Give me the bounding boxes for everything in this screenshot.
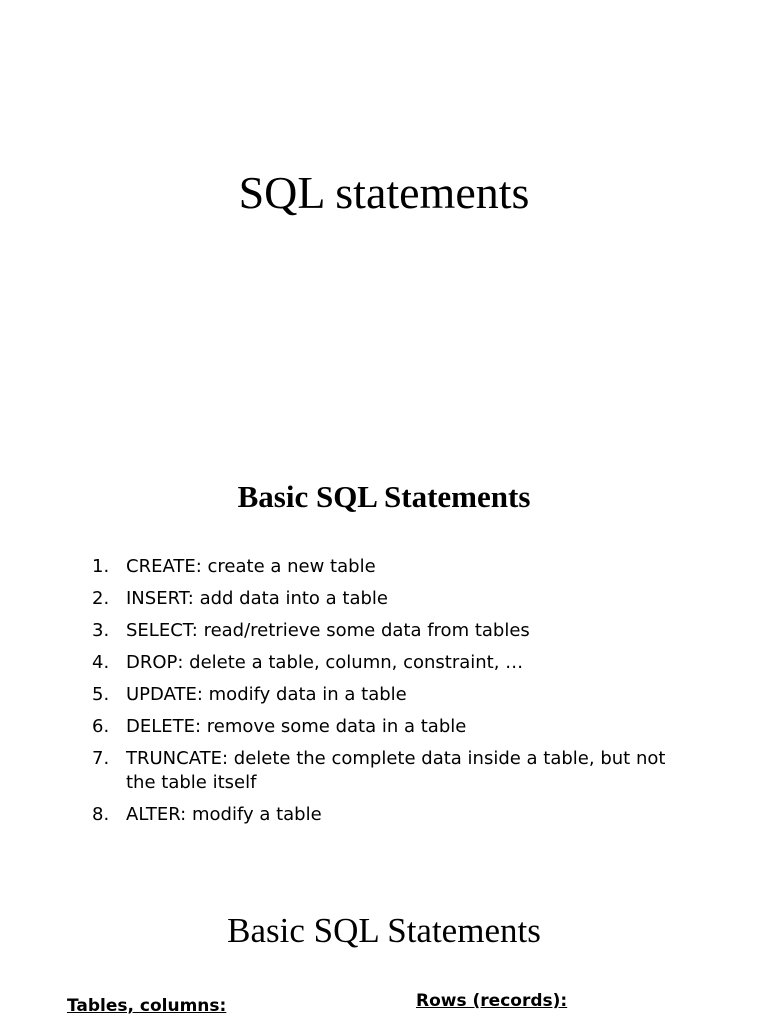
slide3-title: Basic SQL Statements bbox=[227, 911, 541, 950]
list-item-number: 2. bbox=[92, 588, 110, 609]
list-item-text: TRUNCATE: delete the complete data inside a table, but not the table itself bbox=[126, 748, 666, 793]
list-item bbox=[92, 587, 692, 611]
list-item bbox=[92, 555, 692, 579]
list-item-text: ALTER: modify a table bbox=[126, 804, 322, 825]
list-item bbox=[92, 651, 692, 675]
statement-list bbox=[92, 555, 692, 835]
list-item-text: INSERT: add data into a table bbox=[126, 588, 388, 609]
list-item bbox=[92, 683, 692, 707]
list-item-text: CREATE: create a new table bbox=[126, 556, 376, 577]
list-item-number: 8. bbox=[92, 804, 110, 825]
list-item bbox=[92, 747, 692, 795]
list-item bbox=[92, 803, 692, 827]
list-item-number: 4. bbox=[92, 652, 110, 673]
list-item-number: 7. bbox=[92, 748, 110, 769]
list-item-text: DELETE: remove some data in a table bbox=[126, 716, 467, 737]
list-item-text: SELECT: read/retrieve some data from tables bbox=[126, 620, 530, 641]
slide1-title: SQL statements bbox=[238, 167, 530, 218]
list-item bbox=[92, 715, 692, 739]
tables-columns-label: Tables, columns: bbox=[67, 996, 227, 1016]
list-item-text: DROP: delete a table, column, constraint, … bbox=[126, 652, 524, 673]
list-item-number: 3. bbox=[92, 620, 110, 641]
list-item-number: 5. bbox=[92, 684, 110, 705]
list-item-number: 6. bbox=[92, 716, 110, 737]
slide2-title: Basic SQL Statements bbox=[237, 479, 531, 514]
list-item bbox=[92, 619, 692, 643]
list-item-text: UPDATE: modify data in a table bbox=[126, 684, 407, 705]
list-item-number: 1. bbox=[92, 556, 110, 577]
rows-records-label: Rows (records): bbox=[416, 991, 568, 1011]
